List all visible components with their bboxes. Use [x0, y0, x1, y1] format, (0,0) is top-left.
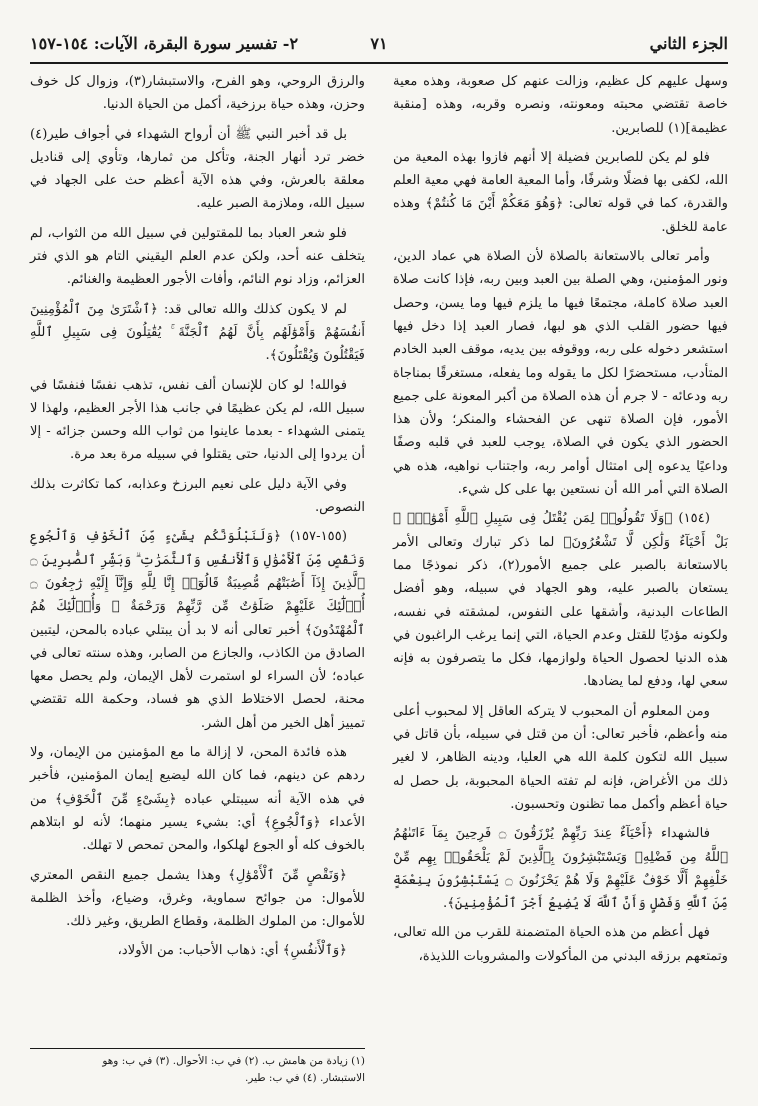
footnotes [30, 1048, 365, 1087]
paragraph: ﴿وَٱلْأَنفُسِ﴾ أي: ذهاب الأحباب: من الأولاد، [117, 943, 347, 959]
left-column [30, 70, 365, 969]
paragraph: (١٥٤) ﴿وَلَا تَقُولُوا۟ لِمَن يُقْتَلُ فِى سَبِيلِ ٱللَّهِ أَمْوَٰتٌۢ ۚ بَلْ أَحْيَآءٌ وَلَٰكِن لَّا تَشْعُرُونَ﴾ لما ذكر تبارك وتعالى الأمر بالاستعانة بالصبر على جميع الأمور(٢)، ذكر نموذجًا مما يستعان بالصبر عليه، وهو الجهاد في سبيله، وهو أفضل الطاعات البدنية، وأشقها على النفوس، لمشقته في نفسه، ولكونه مؤديًا للقتل وعدم الحياة، التي إنما يرغب الراغبون في هذه الدنيا لحصول الحياة ولوازمها، فكل ما يتصرفون به فإنه سعي لها، ودفع لما يضادها. [393, 511, 728, 690]
paragraph: بل قد أخبر النبي ﷺ أن أرواح الشهداء في أجواف طير(٤) خضر ترد أنهار الجنة، وتأكل من ثمارها، وتأوي إلى قناديل معلقة بالعرش، وفي هذه الآية أعظم حث على الجهاد في سبيل الله، وملازمة الصبر عليه. [30, 126, 365, 212]
paragraph: وسهل عليهم كل عظيم، وزالت عنهم كل صعوبة، وهذه معية خاصة تقتضي محبته ومعونته، ونصره وقربه، وهذه [منقبة عظيمة](١) للصابرين. [393, 74, 728, 136]
right-column [393, 70, 728, 974]
part-label: الجزء الثاني [649, 34, 728, 53]
footnote-line: (١) زيادة من هامش ب. (٢) في ب: الأحوال. (٣) في ب: وهو [102, 1055, 365, 1067]
paragraph: فوالله! لو كان للإنسان ألف نفس، تذهب نفسًا فنفسًا في سبيل الله، لم يكن عظيمًا في جانب هذا الأجر العظيم، ولهذا لا يتمنى الشهداء - بعدما عاينوا من ثواب الله وحسن جزائه - إلا أن يردوا إلى الدنيا، حتى يقتلوا في سبيله مرة بعد مرة. [30, 377, 365, 463]
paragraph: فالشهداء ﴿أَحْيَآءٌ عِندَ رَبِّهِمْ يُرْزَقُونَ ۝ فَرِحِينَ بِمَآ ءَاتَىٰهُمُ ٱللَّهُ مِن فَضْلِهِۦ وَيَسْتَبْشِرُونَ بِٱلَّذِينَ لَمْ يَلْحَقُوا۟ بِهِم مِّنْ خَلْفِهِمْ أَلَّا خَوْفٌ عَلَيْهِمْ وَلَا هُمْ يَحْزَنُونَ ۝ يَسْتَبْشِرُونَ بِنِعْمَةٍ مِّنَ ٱللَّهِ وَفَضْلٍ وَأَنَّ ٱللَّهَ لَا يُضِيعُ أَجْرَ ٱلْمُؤْمِنِينَ﴾. [393, 826, 728, 912]
paragraph: لم لا يكون كذلك والله تعالى قد: ﴿ٱشْتَرَىٰ مِنَ ٱلْمُؤْمِنِينَ أَنفُسَهُمْ وَأَمْوَٰلَهُم بِأَنَّ لَهُمُ ٱلْجَنَّةَ ۚ يُقَٰتِلُونَ فِى سَبِيلِ ٱللَّهِ فَيَقْتُلُونَ وَيُقْتَلُونَ﴾. [30, 301, 365, 364]
paragraph: والرزق الروحي، وهو الفرح، والاستبشار(٣)، وزوال كل خوف وحزن، وهذه حياة برزخية، أكمل من الحياة الدنيا. [30, 74, 365, 113]
footnote-line: الاستبشار. (٤) في ب: طير. [244, 1072, 365, 1084]
paragraph: فلو لم يكن للصابرين فضيلة إلا أنهم فازوا بهذه المعية من الله، لكفى بها فضلًا وشرفًا، وأما المعية العامة فهي معية العلم والقدرة، كما في قوله تعالى: ﴿وَهُوَ مَعَكُمْ أَيْنَ مَا كُنتُمْ﴾ وهذه عامة للخلق. [393, 149, 728, 235]
paragraph: (١٥٥-١٥٧) ﴿وَلَنَبْلُوَنَّكُم بِشَىْءٍ مِّنَ ٱلْخَوْفِ وَٱلْجُوعِ وَنَقْصٍ مِّنَ ٱلْأَمْوَٰلِ وَٱلْأَنفُسِ وَٱلثَّمَرَٰتِ ۗ وَبَشِّرِ ٱلصَّٰبِرِينَ ۝ ٱلَّذِينَ إِذَآ أَصَٰبَتْهُم مُّصِيبَةٌ قَالُوٓا۟ إِنَّا لِلَّهِ وَإِنَّآ إِلَيْهِ رَٰجِعُونَ ۝ أُو۟لَٰٓئِكَ عَلَيْهِمْ صَلَوَٰتٌ مِّن رَّبِّهِمْ وَرَحْمَةٌ ۖ وَأُو۟لَٰٓئِكَ هُمُ ٱلْمُهْتَدُونَ﴾ أخبر تعالى أنه لا بد أن يبتلي عباده بالمحن، ليتبين الصادق من الكاذب، والجازع من الصابر، وهذه سنته تعالى في عباده؛ لأن السراء لو استمرت لأهل الإيمان، ولم يحصل معها محنة، لحصل الاختلاط الذي هو فساد، وحكمة الله تقتضي تمييز أهل الخير من أهل الشر. [30, 529, 365, 731]
paragraph: فلو شعر العباد بما للمقتولين في سبيل الله من الثواب، لم يتخلف عنه أحد، ولكن عدم العلم اليقيني التام هو الذي فتر العزائم، وزاد نوم النائم، وأفات الأجور العظيمة والغنائم. [30, 225, 365, 288]
paragraph: وفي الآية دليل على نعيم البرزخ وعذابه، كما تكاثرت بذلك النصوص. [30, 476, 365, 516]
paragraph: فهل أعظم من هذه الحياة المتضمنة للقرب من الله تعالى، وتمتعهم برزقه البدني من المأكولات والمشروبات اللذيذة، [393, 925, 728, 964]
paragraph: ﴿وَنَقْصٍ مِّنَ ٱلْأَمْوَٰلِ﴾ وهذا يشمل جميع النقص المعتري للأموال: من جوائح سماوية، وغرق، وضياع، وأخذ الظلمة للأموال: من الملوك الظلمة، وقطاع الطريق، وغير ذلك. [30, 867, 365, 930]
section-title: ٢- تفسير سورة البقرة، الآيات: ١٥٤-١٥٧ [30, 34, 299, 53]
paragraph: ومن المعلوم أن المحبوب لا يتركه العاقل إلا لمحبوب أعلى منه وأعظم، فأخبر تعالى: أن من قتل في سبيله، بأن قاتل في سبيل الله لتكون كلمة الله هي العليا، ودينه الظاهر، لا لغير ذلك من الأغراض، فإنه لم تفته الحياة المحبوبة، بل حصل له حياة أعظم وأكمل مما تظنون وتحسبون. [393, 703, 728, 812]
paragraph: وأمر تعالى بالاستعانة بالصلاة لأن الصلاة هي عماد الدين، ونور المؤمنين، وهي الصلة بين العبد وبين ربه، فإذا كانت صلاة العبد صلاة كاملة، مجتمعًا فيها ما يلزم فيها وما يسن، وحصل فيها حضور القلب الذي هو لبها، فصار العبد إذا دخل فيها استشعر دخوله على ربه، ووقوفه بين يديه، موقف العبد الخادم المتأدب، مستحضرًا لكل ما يقوله وما يفعله، مستغرقًا بمناجاة ربه ودعائه - لا جرم أن هذه الصلاة من أكبر المعونة على جميع الأمور، فإن الصلاة تنهى عن الفحشاء والمنكر؛ ولأن هذا الحضور الذي يكون في الصلاة، يوجب للعبد في قلبه وصفًا وداعيًا يدعوه إلى امتثال أوامر ربه، واجتناب نواهيه، هذه هي الصلاة التي أمر الله أن نستعين بها على كل شيء. [393, 249, 728, 498]
page-number: ٧١ [370, 34, 388, 53]
page-header [30, 30, 728, 64]
paragraph: هذه فائدة المحن، لا إزالة ما مع المؤمنين من الإيمان، ولا ردهم عن دينهم، فما كان الله ليضيع إيمان المؤمنين، فأخبر في هذه الآية أنه سيبتلي عباده ﴿بِشَىْءٍ مِّنَ ٱلْخَوْفِ﴾ من الأعداء ﴿وَٱلْجُوعِ﴾ أي: بشيء يسير منهما؛ لأنه لو ابتلاهم بالخوف كله أو الجوع لهلكوا، والمحن تمحص لا تهلك. [30, 745, 365, 854]
